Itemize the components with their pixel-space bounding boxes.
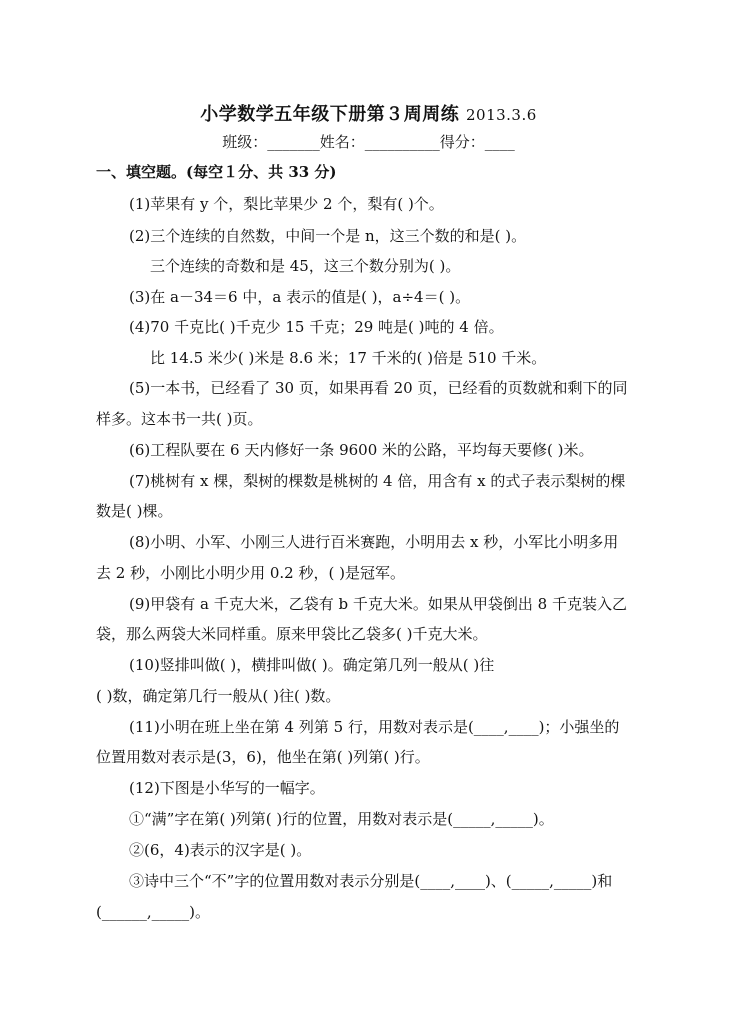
question-line: 样多。这本书一共( )页。	[96, 410, 263, 428]
question-line: (7)桃树有 x 棵，梨树的棵数是桃树的 4 倍，用含有 x 的式子表示梨树的棵	[129, 472, 626, 490]
title-text: 小学数学五年级下册第３周周练	[200, 104, 460, 125]
question-line: 比 14.5 米少( )米是 8.6 米；17 千米的( )倍是 510 千米。	[150, 349, 547, 367]
page-title	[0, 100, 737, 126]
student-info-line: 班级：_______姓名：__________得分：____	[222, 133, 515, 151]
question-line: (8)小明、小军、小刚三人进行百米赛跑，小明用去 x 秒，小军比小明多用	[129, 533, 619, 551]
title-date: 2013.3.6	[465, 106, 537, 124]
question-line: (5)一本书，已经看了 30 页，如果再看 20 页，已经看的页数就和剩下的同	[129, 379, 628, 397]
question-line: (4)70 千克比( )千克少 15 千克；29 吨是( )吨的 4 倍。	[129, 318, 504, 336]
question-line: 去 2 秒，小刚比小明少用 0.2 秒，( )是冠军。	[96, 564, 405, 582]
question-line: 位置用数对表示是(3，6)，他坐在第( )列第( )行。	[96, 748, 430, 766]
question-line: ②(6，4)表示的汉字是( )。	[129, 841, 312, 859]
question-line: (6)工程队要在 6 天内修好一条 9600 米的公路，平均每天要修( )米。	[129, 441, 594, 459]
question-line: (2)三个连续的自然数，中间一个是 n，这三个数的和是( )。	[129, 227, 527, 245]
question-line: (9)甲袋有 a 千克大米，乙袋有 b 千克大米。如果从甲袋倒出 8 千克装入乙	[129, 595, 627, 613]
question-line: (11)小明在班上坐在第 4 列第 5 行，用数对表示是(____,____)；小强坐的	[129, 718, 620, 736]
question-line: (10)竖排叫做( )，横排叫做( )。确定第几列一般从( )往	[129, 656, 495, 674]
question-line: 袋，那么两袋大米同样重。原来甲袋比乙袋多( )千克大米。	[96, 625, 488, 643]
question-line: (1)苹果有 y 个，梨比苹果少 2 个，梨有( )个。	[129, 195, 444, 213]
question-line: ①“满”字在第( )列第( )行的位置，用数对表示是(_____,_____)。	[129, 810, 554, 828]
question-line: (3)在 a－34＝6 中，a 表示的值是( )，a÷4＝( )。	[129, 288, 471, 306]
question-line: ③诗中三个“不”字的位置用数对表示分别是(____,____)、(_____,_____)和	[129, 872, 613, 890]
question-line: 数是( )棵。	[96, 502, 173, 520]
question-line: 三个连续的奇数和是 45，这三个数分别为( )。	[150, 257, 461, 275]
question-line: (______,_____)。	[96, 903, 210, 921]
section-heading: 一、填空题。(每空１分、共 33 分)	[96, 163, 337, 181]
question-line: ( )数，确定第几行一般从( )往( )数。	[96, 687, 341, 705]
question-line: (12)下图是小华写的一幅字。	[129, 779, 325, 797]
